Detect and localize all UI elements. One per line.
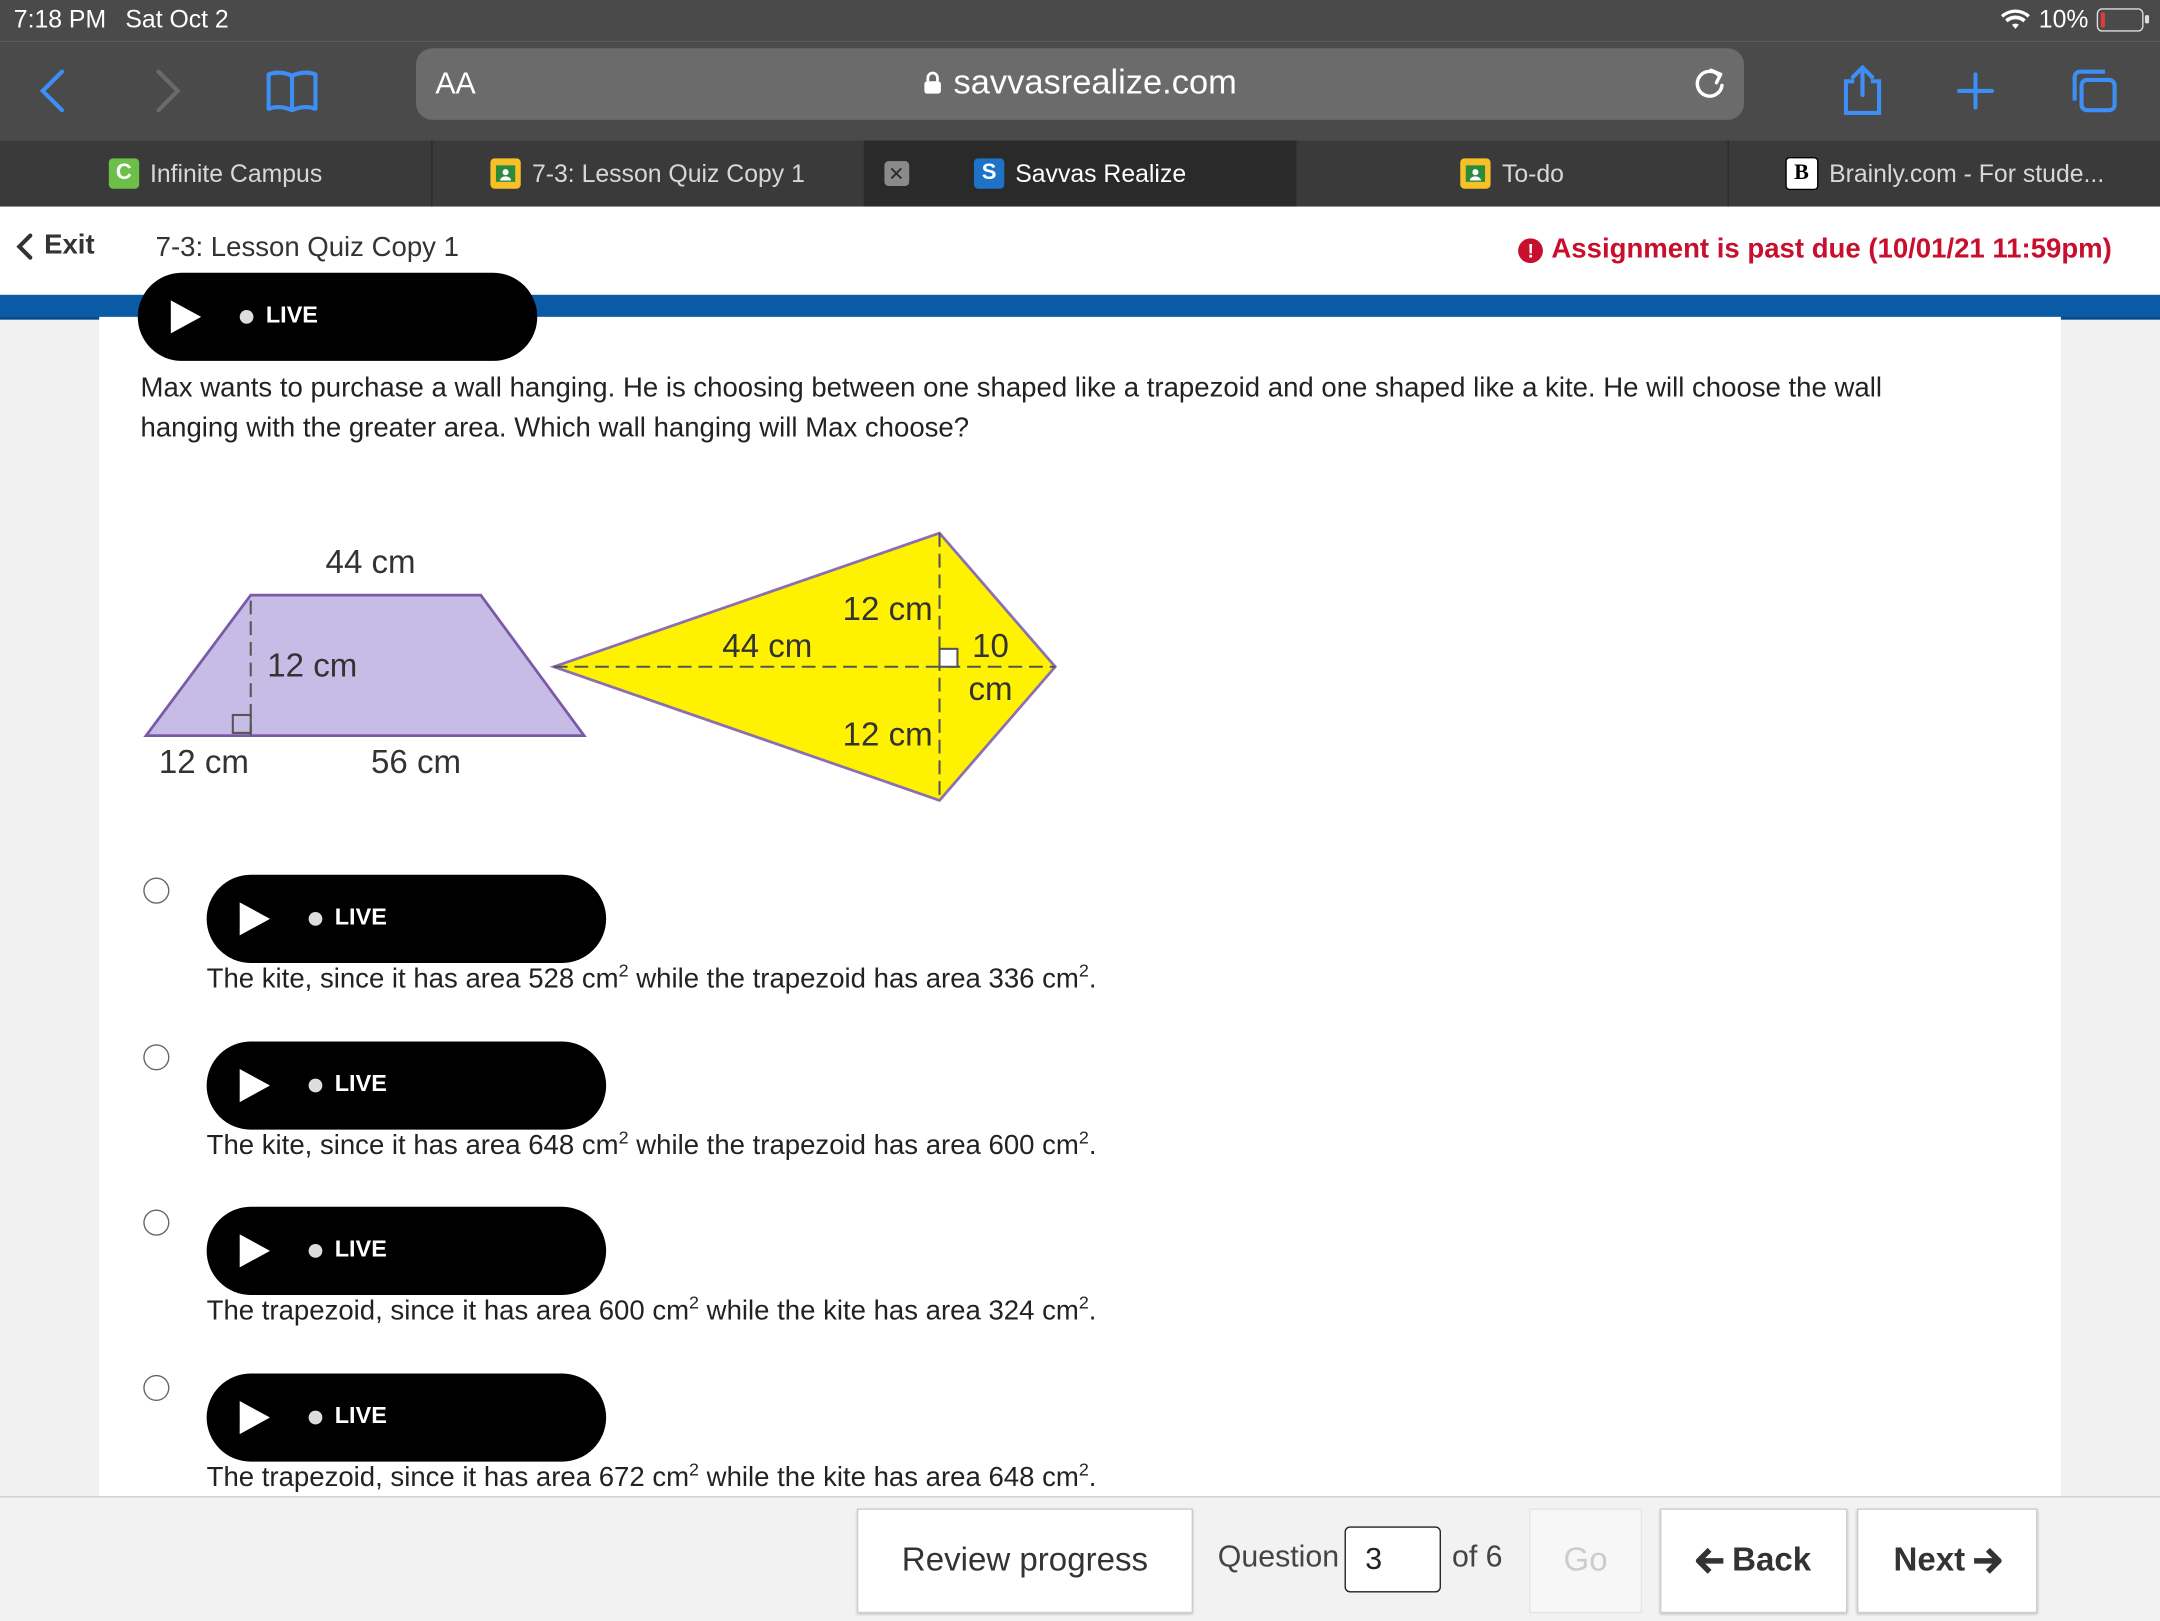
next-label: Next [1893, 1541, 1966, 1579]
status-date: Sat Oct 2 [125, 5, 229, 34]
exit-label: Exit [44, 230, 95, 261]
exit-button[interactable] [17, 230, 95, 262]
back-label: Back [1732, 1541, 1812, 1579]
live-label: LIVE [334, 1402, 387, 1429]
question-audio-player[interactable] [138, 273, 538, 361]
chevron-left-icon [17, 232, 34, 260]
answer-text-part: while the trapezoid has area 336 cm [628, 963, 1079, 995]
question-panel [99, 301, 2061, 1502]
past-due-alert [1518, 234, 2112, 266]
new-tab-icon[interactable] [1942, 58, 2008, 124]
answer-text-2[interactable] [207, 1127, 1097, 1162]
superscript: 2 [689, 1458, 700, 1480]
shapes-figure [141, 523, 1105, 826]
classroom-favicon-icon [1461, 158, 1491, 188]
brainly-favicon-icon: B [1785, 157, 1818, 190]
address-bar[interactable] [416, 48, 1744, 120]
superscript: 2 [618, 960, 629, 981]
page-title: 7-3: Lesson Quiz Copy 1 [155, 232, 459, 264]
answer-radio-3[interactable] [143, 1210, 169, 1236]
tab-lesson-quiz[interactable] [432, 141, 864, 207]
tab-label: To-do [1501, 159, 1564, 187]
tab-to-do[interactable] [1297, 141, 1729, 207]
kite-short-label: 10 [972, 628, 1009, 666]
live-dot-icon [309, 1411, 323, 1425]
wifi-icon [2000, 9, 2030, 31]
answer-radio-1[interactable] [143, 878, 169, 904]
arrow-right-icon [1971, 1547, 2001, 1575]
back-nav-icon[interactable] [19, 58, 85, 124]
superscript: 2 [689, 1292, 700, 1313]
url-text: savvasrealize.com [953, 63, 1237, 102]
question-number-input[interactable] [1345, 1526, 1441, 1592]
answer-audio-player-3[interactable] [207, 1207, 607, 1295]
question-text: Max wants to purchase a wall hanging. He is choosing between one shaped like a trapezoid and one shaped like a kite. He will choose the wall hanging with the greater area. Which wall hanging will Max choose? [140, 373, 1882, 444]
forward-nav-icon[interactable] [135, 58, 201, 124]
answer-text-3[interactable] [207, 1292, 1097, 1327]
tab-strip [0, 141, 2160, 207]
live-dot-icon [309, 1244, 323, 1258]
question-count-label: of 6 [1451, 1538, 1503, 1574]
bookmarks-icon[interactable] [259, 58, 325, 124]
tab-label: Brainly.com - For stude... [1829, 159, 2105, 187]
status-bar [0, 0, 2160, 41]
tab-brainly[interactable] [1729, 141, 2160, 207]
live-label: LIVE [334, 1235, 387, 1262]
kite-upper-label: 12 cm [842, 590, 933, 628]
back-button[interactable] [1660, 1508, 1847, 1613]
status-time: 7:18 PM [13, 5, 107, 34]
classroom-favicon-icon [491, 158, 521, 188]
answer-text-part: . [1088, 1130, 1097, 1161]
answer-text-part: while the trapezoid has area 600 cm [628, 1130, 1079, 1161]
savvas-favicon-icon: S [974, 158, 1004, 188]
go-button[interactable]: Go [1529, 1508, 1642, 1613]
tab-label: Infinite Campus [149, 159, 323, 187]
play-icon[interactable] [240, 1069, 270, 1102]
superscript: 2 [1078, 1292, 1089, 1313]
question-label: Question [1217, 1538, 1340, 1574]
trapezoid-offset-label: 12 cm [158, 743, 249, 781]
arrow-left-icon [1696, 1547, 1726, 1575]
tab-label: Savvas Realize [1015, 159, 1187, 187]
url-display[interactable] [416, 63, 1744, 103]
kite-short-unit-label: cm [968, 670, 1013, 708]
browser-toolbar [0, 41, 2160, 140]
alert-icon: ! [1518, 238, 1543, 263]
kite-long-label: 44 cm [722, 628, 813, 666]
reload-icon[interactable] [1692, 65, 1728, 110]
answer-audio-player-1[interactable] [207, 875, 607, 963]
answer-text-part: . [1088, 1295, 1097, 1327]
live-dot-icon [240, 310, 254, 324]
battery-percent: 10% [2038, 5, 2089, 34]
answer-audio-player-2[interactable] [207, 1041, 607, 1129]
trapezoid-top-label: 44 cm [325, 544, 416, 582]
superscript: 2 [1078, 960, 1089, 981]
trapezoid-shape [146, 595, 584, 736]
past-due-text: Assignment is past due (10/01/21 11:59pm) [1551, 234, 2112, 265]
next-button[interactable] [1857, 1508, 2037, 1613]
live-dot-icon [309, 912, 323, 926]
play-icon[interactable] [171, 300, 201, 333]
live-label: LIVE [265, 301, 318, 328]
answer-text-part: . [1088, 1462, 1097, 1493]
trapezoid-height-label: 12 cm [267, 647, 358, 685]
close-tab-icon[interactable]: ✕ [884, 161, 909, 186]
trapezoid-bottom-label: 56 cm [371, 743, 462, 781]
live-label: LIVE [334, 903, 387, 930]
superscript: 2 [1078, 1458, 1089, 1480]
answer-text-part: while the kite has area 648 cm [699, 1462, 1079, 1493]
answer-text-1[interactable] [207, 960, 1097, 995]
tab-savvas-realize[interactable] [865, 141, 1297, 207]
answer-text-part: while the kite has area 324 cm [699, 1295, 1079, 1327]
answer-text-part: The kite, since it has area 648 cm [206, 1130, 619, 1161]
live-label: LIVE [334, 1070, 387, 1097]
question-navigation-bar [0, 1496, 2160, 1621]
play-icon[interactable] [240, 902, 270, 935]
answer-text-part: . [1088, 963, 1097, 995]
tab-infinite-campus[interactable] [0, 141, 432, 207]
lock-icon [923, 70, 942, 95]
answer-text-4[interactable] [207, 1459, 1097, 1494]
infinite-campus-favicon-icon: C [109, 158, 139, 188]
live-dot-icon [309, 1079, 323, 1093]
superscript: 2 [1078, 1126, 1089, 1148]
share-icon[interactable] [1829, 58, 1895, 124]
review-progress-button[interactable]: Review progress [857, 1508, 1193, 1613]
text-size-button[interactable]: AA [435, 66, 476, 101]
play-icon[interactable] [240, 1234, 270, 1267]
right-angle-marker [940, 649, 958, 667]
battery-indicator [2000, 6, 2143, 35]
play-icon[interactable] [240, 1401, 270, 1434]
tabs-overview-icon[interactable] [2061, 58, 2127, 124]
answer-radio-2[interactable] [143, 1044, 169, 1070]
answer-text-part: The trapezoid, since it has area 672 cm [206, 1462, 690, 1493]
answer-text-part: The trapezoid, since it has area 600 cm [206, 1295, 690, 1327]
battery-icon [2097, 8, 2144, 31]
kite-lower-label: 12 cm [842, 716, 933, 754]
superscript: 2 [618, 1126, 629, 1148]
answer-audio-player-4[interactable] [207, 1373, 607, 1461]
tab-label: 7-3: Lesson Quiz Copy 1 [531, 159, 805, 187]
answer-radio-4[interactable] [143, 1375, 169, 1401]
answer-text-part: The kite, since it has area 528 cm [206, 963, 619, 995]
